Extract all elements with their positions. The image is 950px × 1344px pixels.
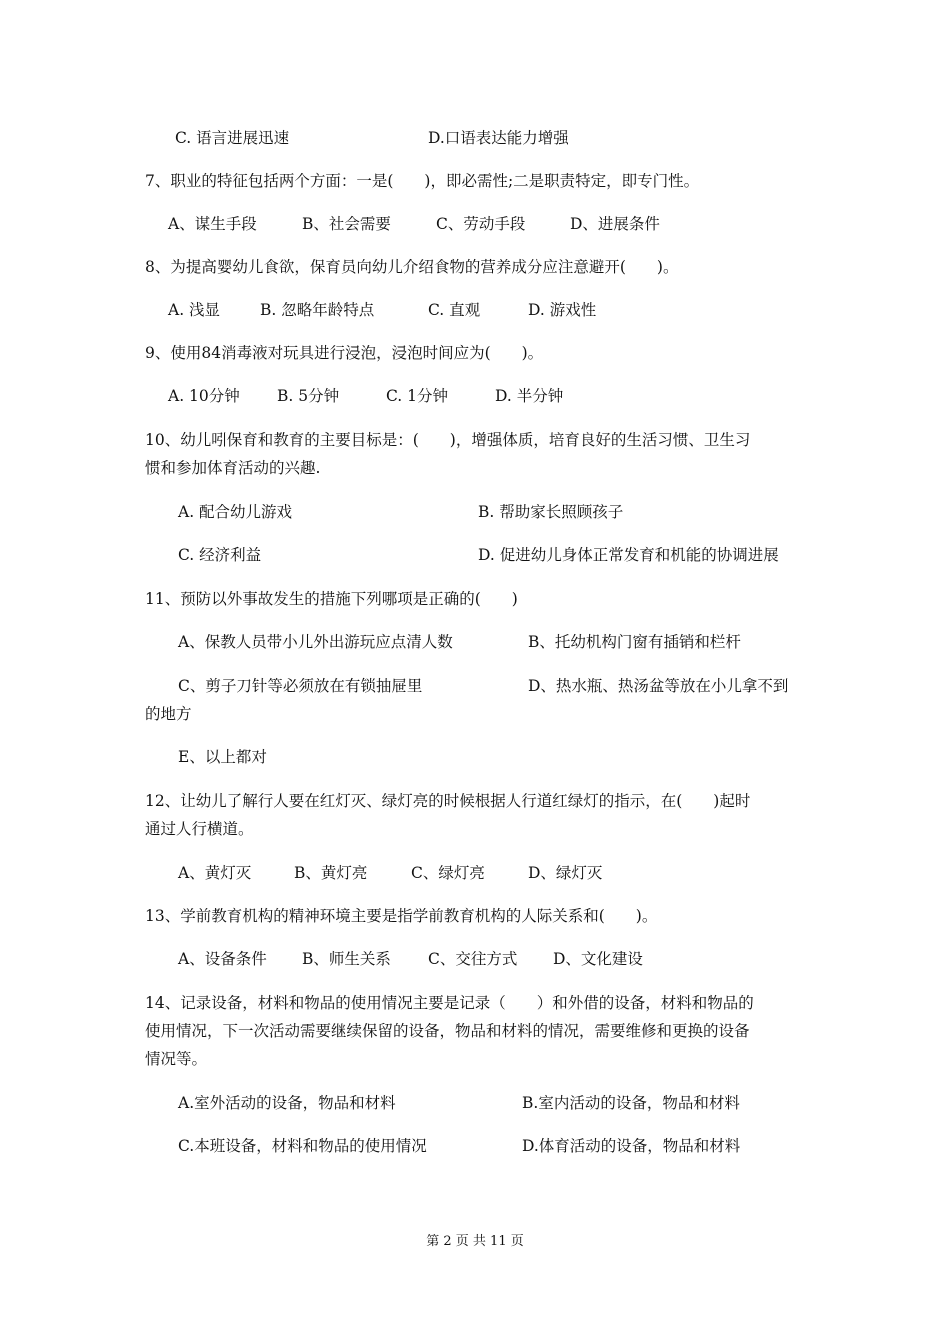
q9-question: 9、使用84消毒液对玩具进行浸泡，浸泡时间应为( )。 [145, 344, 544, 362]
q10-question-line-1: 10、幼儿吲保育和教育的主要目标是：( )，增强体质，培育良好的生活习惯、卫生习 [145, 431, 751, 449]
q11-option-e: E、以上都对 [178, 748, 267, 766]
q8-option-c: C. 直观 [428, 301, 481, 319]
q14-option-a: A.室外活动的设备，物品和材料 [178, 1094, 396, 1112]
q7-option-a: A、谋生手段 [168, 215, 257, 233]
q13-option-c: C、交往方式 [428, 950, 518, 968]
q14-option-b: B.室内活动的设备，物品和材料 [522, 1094, 740, 1112]
q7-option-b: B、社会需要 [302, 215, 391, 233]
q13-option-a: A、设备条件 [178, 950, 267, 968]
q12-question-line-2: 通过人行横道。 [145, 820, 254, 838]
q10-option-d: D. 促进幼儿身体正常发育和机能的协调进展 [478, 546, 779, 564]
q12-option-a: A、黄灯灭 [178, 864, 252, 882]
q13-option-d: D、文化建设 [553, 950, 643, 968]
page-number-footer: 第 2 页 共 11 页 [426, 1234, 524, 1249]
q10-option-c: C. 经济利益 [178, 546, 262, 564]
q14-option-c: C.本班设备，材料和物品的使用情况 [178, 1137, 427, 1155]
q10-option-b: B. 帮助家长照顾孩子 [478, 503, 624, 521]
q10-option-a: A. 配合幼儿游戏 [178, 503, 293, 521]
q7-option-d: D、进展条件 [570, 215, 660, 233]
q9-option-a: A. 10分钟 [168, 387, 240, 405]
q9-option-b: B. 5分钟 [277, 387, 340, 405]
q14-question-line-1: 14、记录设备，材料和物品的使用情况主要是记录（ ）和外借的设备，材料和物品的 [145, 994, 754, 1012]
q6-option-c: C. 语言进展迅速 [175, 129, 290, 147]
q8-option-b: B. 忽略年龄特点 [260, 301, 375, 319]
q12-option-d: D、绿灯灭 [528, 864, 603, 882]
q12-option-b: B、黄灯亮 [294, 864, 368, 882]
q8-question: 8、为提高婴幼儿食欲，保育员向幼儿介绍食物的营养成分应注意避开( )。 [145, 258, 679, 276]
q11-option-d: D、热水瓶、热汤盆等放在小儿拿不到 [528, 677, 789, 695]
q9-option-d: D. 半分钟 [495, 387, 564, 405]
q14-question-line-3: 情况等。 [145, 1050, 208, 1068]
q11-option-c: C、剪子刀针等必须放在有锁抽屉里 [178, 677, 423, 695]
q7-question: 7、职业的特征包括两个方面：一是( )，即必需性;二是职责特定，即专门性。 [145, 172, 700, 190]
q9-option-c: C. 1分钟 [386, 387, 449, 405]
q12-option-c: C、绿灯亮 [411, 864, 485, 882]
q8-option-d: D. 游戏性 [528, 301, 597, 319]
q7-option-c: C、劳动手段 [436, 215, 526, 233]
q14-question-line-2: 使用情况，下一次活动需要继续保留的设备，物品和材料的情况，需要维修和更换的设备 [145, 1022, 750, 1040]
q12-question-line-1: 12、让幼儿了解行人要在红灯灭、绿灯亮的时候根据人行道红绿灯的指示，在( )起时 [145, 792, 751, 810]
q13-option-b: B、师生关系 [302, 950, 391, 968]
q11-option-b: B、托幼机构门窗有插销和栏杆 [528, 633, 741, 651]
q11-question: 11、预防以外事故发生的措施下列哪项是正确的( ) [145, 590, 518, 608]
q8-option-a: A. 浅显 [168, 301, 221, 319]
q13-question: 13、学前教育机构的精神环境主要是指学前教育机构的人际关系和( )。 [145, 907, 658, 925]
q6-option-d: D.口语表达能力增强 [428, 129, 569, 147]
q11-option-d-continued: 的地方 [145, 705, 192, 723]
q10-question-line-2: 惯和参加体育活动的兴趣. [145, 459, 321, 477]
q14-option-d: D.体育活动的设备，物品和材料 [522, 1137, 741, 1155]
q11-option-a: A、保教人员带小儿外出游玩应点清人数 [178, 633, 453, 651]
